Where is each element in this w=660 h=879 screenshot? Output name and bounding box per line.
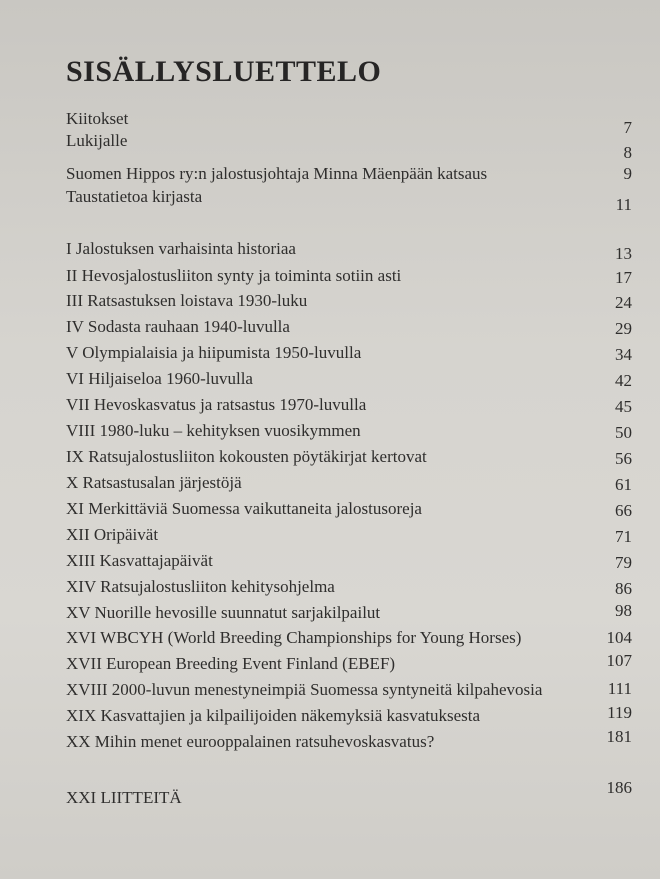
toc-entry-page: 7 [623,118,632,137]
toc-entry-label: VIII 1980-luku – kehityksen vuosikymmen [66,421,361,440]
toc-entry-label: Taustatietoa kirjasta [66,187,203,206]
toc-entry-page: 8 [623,143,632,162]
toc-entry-page: 71 [615,527,632,546]
toc-entry-label: XII Oripäivät [66,525,159,544]
toc-entry-page: 119 [607,703,632,722]
toc-entry-label: I Jalostuksen varhaisinta historiaa [66,239,296,258]
toc-entry-page: 79 [615,553,632,572]
toc-entry-label: III Ratsastuksen loistava 1930-luku [66,291,308,310]
toc-entry-label: VII Hevoskasvatus ja ratsastus 1970-luvulla [66,395,367,414]
toc-entry-page: 61 [615,475,632,494]
toc-entry-label: XV Nuorille hevosille suunnatut sarjakilpailut [66,603,381,622]
toc-entry-page: 34 [615,345,632,364]
toc-entry-page: 17 [615,268,632,287]
toc-entry-page: 66 [615,501,632,520]
toc-entry-page: 107 [606,651,632,670]
toc-entry-page: 186 [606,778,632,797]
toc-entry-page: 9 [623,164,632,183]
toc-entry-page: 56 [615,449,632,468]
toc-entry-page: 11 [615,195,632,214]
toc-entry-label: XVIII 2000-luvun menestyneimpiä Suomessa syntyneitä kilpahevosia [66,680,543,699]
toc-entry-label: IX Ratsujalostusliiton kokousten pöytäkirjat kertovat [66,447,427,466]
toc-entry-page: 45 [615,397,632,416]
page-title: SISÄLLYSLUETTELO [66,55,382,88]
toc-entry-label: IV Sodasta rauhaan 1940-luvulla [66,317,290,336]
toc-entry-label: XIX Kasvattajien ja kilpailijoiden näkemyksiä kasvatuksesta [66,706,481,725]
toc-entry-page: 42 [615,371,632,390]
toc-entry-label: V Olympialaisia ja hiipumista 1950-luvulla [66,343,362,362]
toc-entry-page: 50 [615,423,632,442]
toc-entry-page: 86 [615,579,632,598]
toc-entry-page: 98 [615,601,632,620]
toc-entry-label: XVI WBCYH (World Breeding Championships for Young Horses) [66,628,522,647]
toc-entry-page: 13 [615,244,632,263]
toc-entry-label: XI Merkittäviä Suomessa vaikuttaneita jalostusoreja [66,499,422,518]
toc-entry-label: XIII Kasvattajapäivät [66,551,213,570]
toc-entry-label: VI Hiljaiseloa 1960-luvulla [66,369,253,388]
toc-entry-page: 29 [615,319,632,338]
toc-entry-label: X Ratsastusalan järjestöjä [66,473,242,492]
toc-entry-label: Suomen Hippos ry:n jalostusjohtaja Minna Mäenpään katsaus [66,164,488,183]
toc-entry-page: 24 [615,293,632,312]
toc-entry-label: II Hevosjalostusliiton synty ja toiminta sotiin asti [66,266,402,285]
toc-entry-page: 104 [606,628,632,647]
toc-entry-label: XX Mihin menet eurooppalainen ratsuhevoskasvatus? [66,732,435,751]
toc-entry-label: Lukijalle [66,131,128,150]
toc-entry-label: Kiitokset [66,109,129,128]
toc-entry-label: XIV Ratsujalostusliiton kehitysohjelma [66,577,335,596]
toc-entry-page: 181 [606,727,632,746]
toc-entry-label: XVII European Breeding Event Finland (EBEF) [66,654,396,673]
toc-entry-label: XXI LIITTEITÄ [66,788,182,807]
toc-entry-page: 111 [607,679,632,698]
